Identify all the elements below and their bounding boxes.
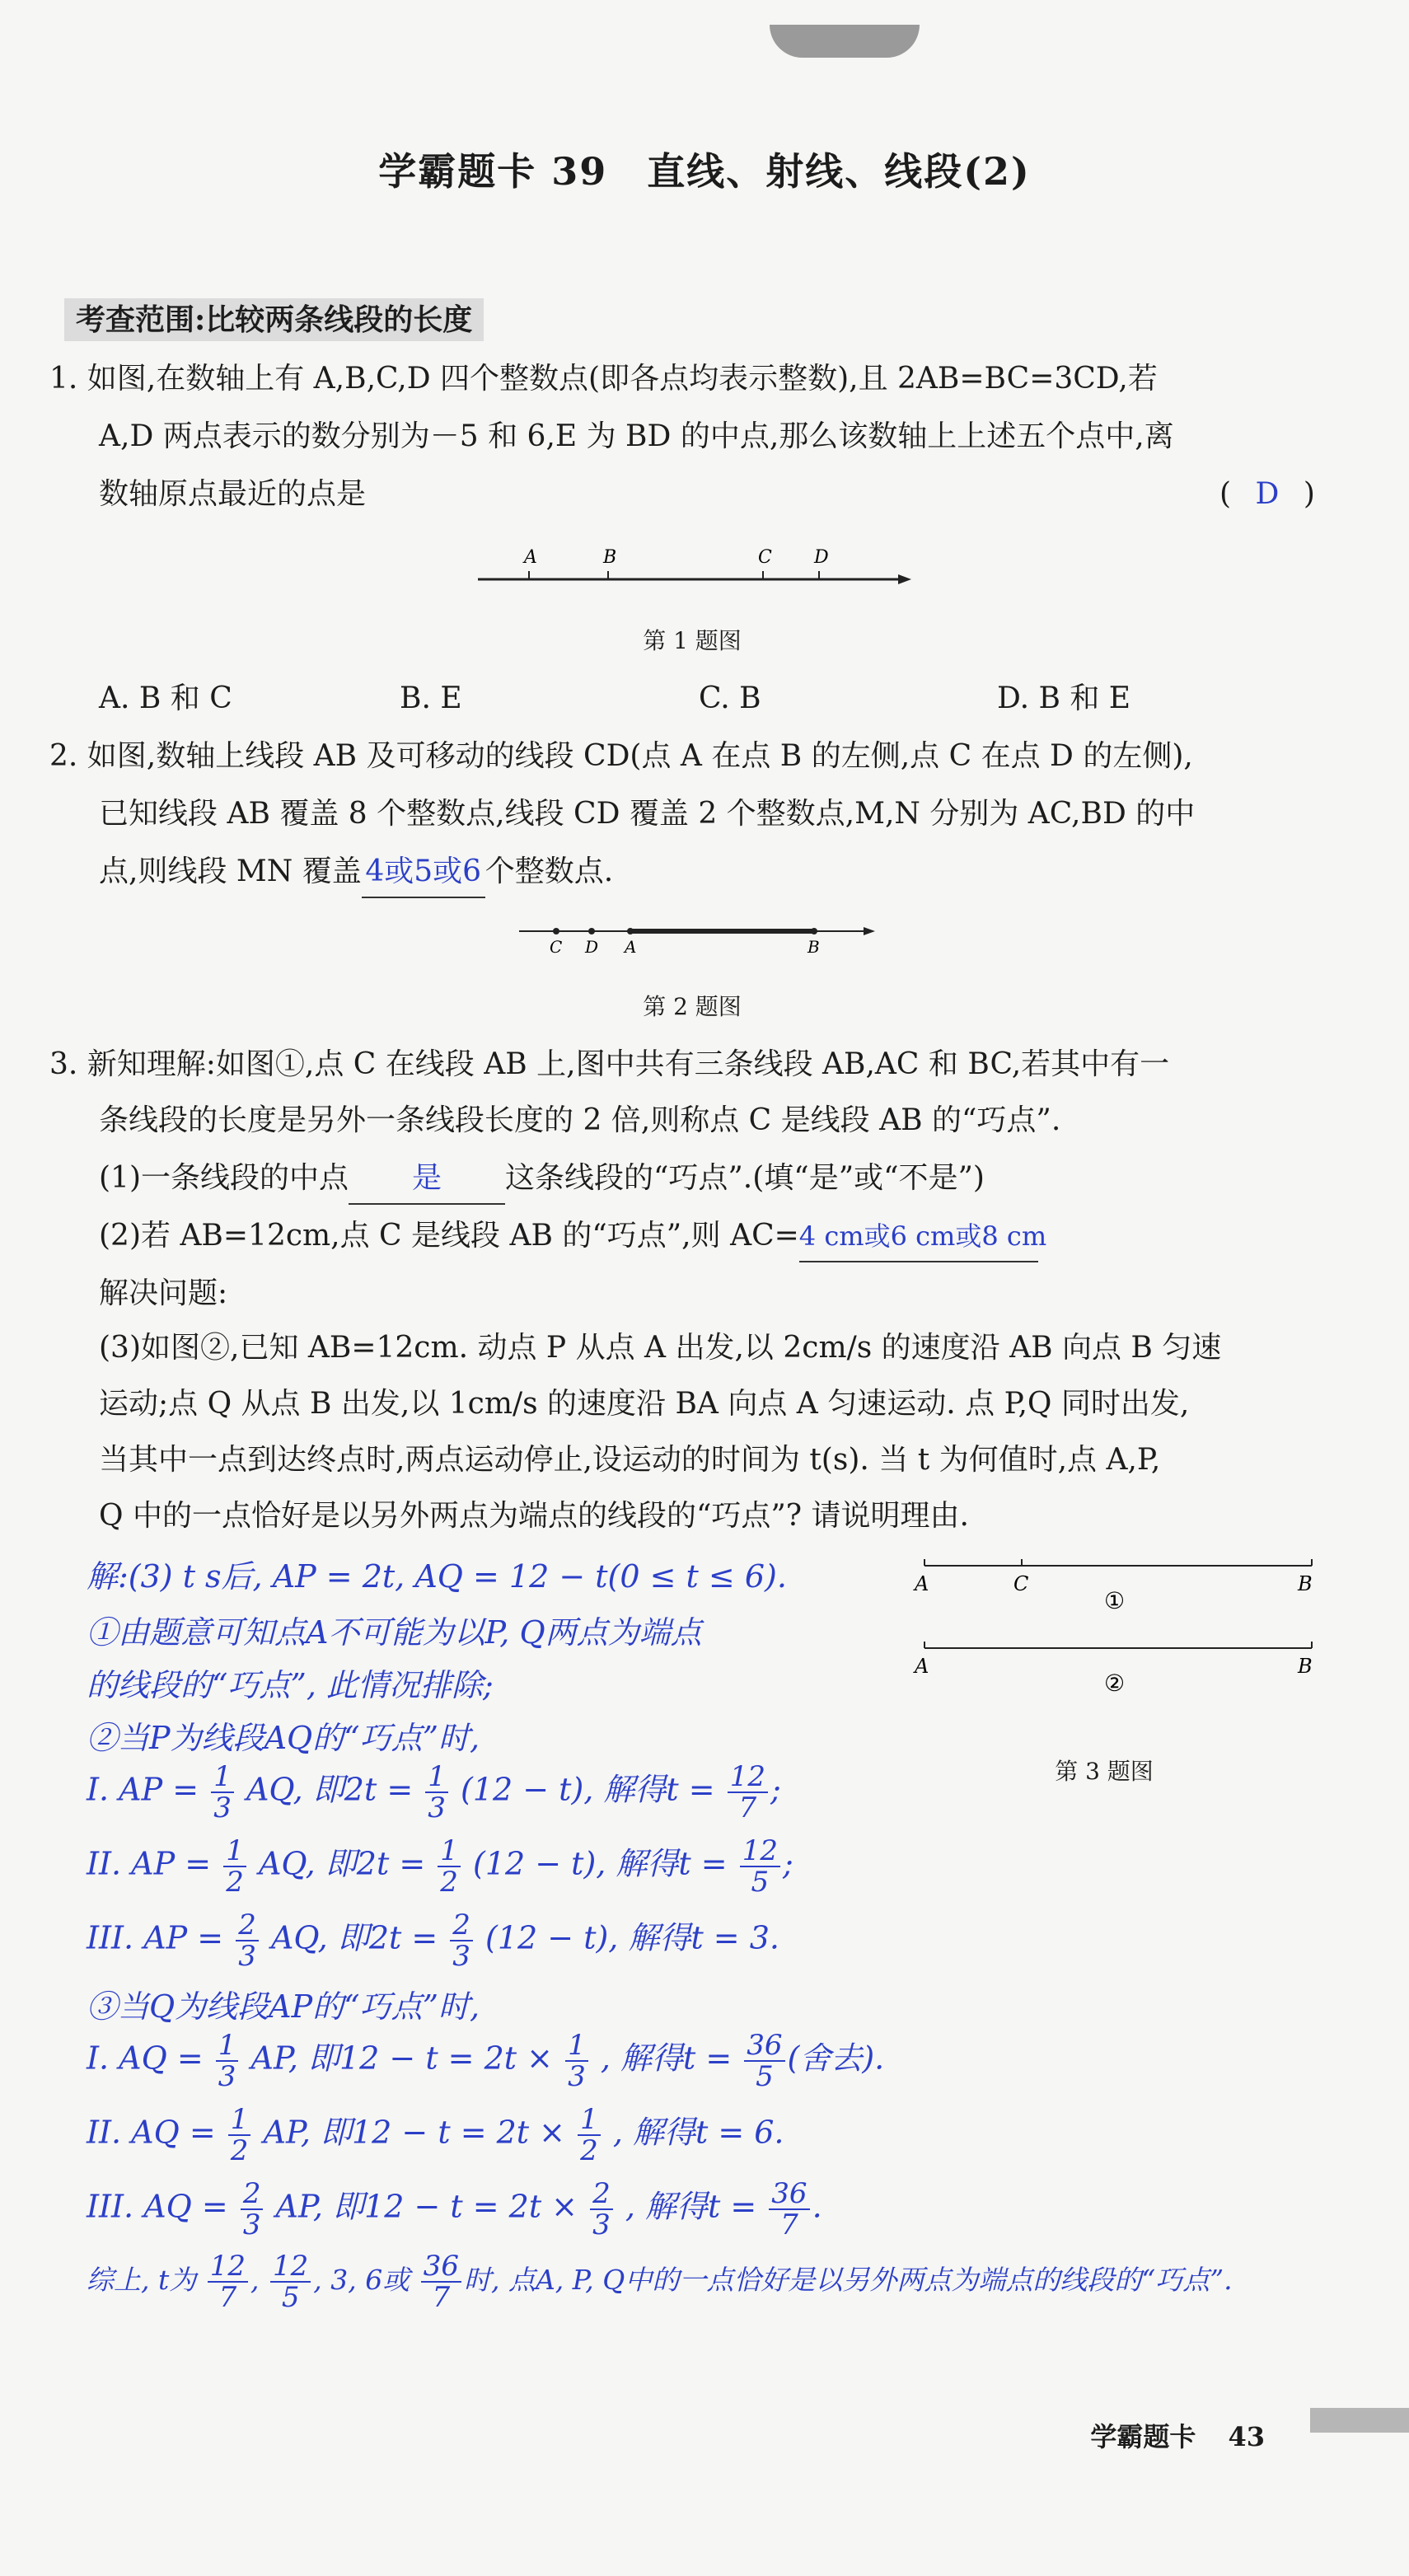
solution-conclusion: 综上, t为 $\frac{12}{7}$ , $\frac{12}{5}$ , 3, 6或 $\frac{36}{7}$ 时, 点A, P, Q中的一点恰好是以另外两点为端点的线段的“巧点”. — [87, 2250, 1233, 2314]
q3-part2-answer: 4 cm或6 cm或8 cm — [799, 1211, 1038, 1262]
q3-fig2-marker: ② — [1104, 1670, 1126, 1697]
q2-label-a: A — [625, 937, 637, 956]
q1-label-b: B — [603, 547, 617, 568]
q1-label-c: C — [758, 547, 772, 568]
solution-line4: ②当P为线段AQ的“巧点”时, — [87, 1720, 480, 1756]
q1-line2: A,D 两点表示的数分别为－5 和 6,E 为 BD 的中点,那么该数轴上上述五个点中,离 — [99, 419, 1174, 453]
page-footer — [1090, 2416, 1265, 2454]
q2-label-b: B — [807, 937, 820, 956]
q3-part3-line4: Q 中的一点恰好是以另外两点为端点的线段的“巧点”? 请说明理由. — [99, 1499, 969, 1533]
solution-line3: 的线段的“巧点”, 此情况排除; — [87, 1667, 494, 1703]
q3-part1: (1)一条线段的中点 是 这条线段的“巧点”.(填“是”或“不是”) — [99, 1154, 985, 1205]
q1-option-b: B. E — [400, 681, 462, 715]
q1-answer-bracket: ( D ) — [1219, 477, 1315, 511]
footer-label: 学霸题卡 — [1090, 2421, 1196, 2452]
q2-point-a — [627, 928, 634, 934]
q1-line3: 数轴原点最近的点是 — [99, 477, 367, 511]
page-number: 43 — [1228, 2421, 1265, 2452]
q1-label-d: D — [814, 547, 829, 568]
q1-caption: 第 1 题图 — [643, 627, 742, 654]
q2-line2: 已知线段 AB 覆盖 8 个整数点,线段 CD 覆盖 2 个整数点,M,N 分别为 AC,BD 的中 — [99, 797, 1196, 831]
q1-answer: D — [1255, 477, 1280, 511]
q3-fig1-label-c: C — [1013, 1572, 1029, 1595]
solution-case-q1: I. AQ = $\frac{1}{3}$ AP, 即12 − t = 2t × $\frac{1}{3}$ , 解得t = $\frac{36}{5}$ (舍去). — [87, 2029, 885, 2093]
q2-caption: 第 2 题图 — [643, 993, 742, 1020]
q2-label-d: D — [585, 937, 599, 956]
q3-fig1-marker: ① — [1104, 1587, 1126, 1614]
q3-line2: 条线段的长度是另外一条线段长度的 2 倍,则称点 C 是线段 AB 的“巧点”. — [99, 1103, 1061, 1137]
solution-case-q2: II. AQ = $\frac{1}{2}$ AP, 即12 − t = 2t × $\frac{1}{2}$ , 解得t = 6. — [87, 2103, 784, 2167]
q3-part3-line1: (3)如图②,已知 AB=12cm. 动点 P 从点 A 出发,以 2cm/s 的速度沿 AB 向点 B 匀速 — [99, 1331, 1222, 1365]
q3-fig1-label-a: A — [915, 1572, 929, 1595]
solution-case-p1: I. AP = $\frac{1}{3}$ AQ, 即2t = $\frac{1}{3}$ (12 − t), 解得t = $\frac{12}{7}$ ; — [87, 1760, 781, 1824]
q2-point-b — [811, 928, 817, 934]
q1-option-a: A. B 和 C — [99, 681, 232, 715]
q3-figure — [906, 1549, 1335, 1722]
q3-caption: 第 3 题图 — [1055, 1758, 1154, 1785]
solution-line5: ③当Q为线段AP的“巧点”时, — [87, 1988, 480, 2025]
q2-line1: 2. 如图,数轴上线段 AB 及可移动的线段 CD(点 A 在点 B 的左侧,点 C 在点 D 的左侧), — [49, 739, 1193, 773]
q2-number-line — [511, 915, 882, 956]
solution-case-p2: II. AP = $\frac{1}{2}$ AQ, 即2t = $\frac{1}{2}$ (12 − t), 解得t = $\frac{12}{5}$ ; — [87, 1834, 793, 1899]
q3-solve-heading: 解决问题: — [99, 1276, 228, 1310]
q1-option-d: D. B 和 E — [997, 681, 1131, 715]
q3-part2: (2)若 AB=12cm,点 C 是线段 AB 的“巧点”,则 AC=4 cm或6 cm或8 cm — [99, 1211, 1038, 1262]
q1-option-c: C. B — [699, 681, 761, 715]
solution-case-q3: III. AQ = $\frac{2}{3}$ AP, 即12 − t = 2t × $\frac{2}{3}$ , 解得t = $\frac{36}{7}$ . — [87, 2177, 822, 2241]
q1-line1: 1. 如图,在数轴上有 A,B,C,D 四个整数点(即各点均表示整数),且 2AB=BC=3CD,若 — [49, 362, 1158, 396]
q2-answer: 4或5或6 — [362, 847, 485, 898]
q2-line3: 点,则线段 MN 覆盖 4或5或6 个整数点. — [99, 847, 613, 898]
q3-fig2-label-a: A — [915, 1655, 929, 1678]
solution-line1: 解:(3) t s后, AP = 2t, AQ = 12 − t(0 ≤ t ≤ 6). — [87, 1558, 787, 1595]
solution-case-p3: III. AP = $\frac{2}{3}$ AQ, 即2t = $\frac{2}{3}$ (12 − t), 解得t = 3. — [87, 1909, 779, 1973]
q3-fig1-label-b: B — [1298, 1572, 1313, 1595]
section-heading: 考查范围:比较两条线段的长度 — [64, 298, 484, 341]
q2-point-d — [588, 928, 595, 934]
q3-part3-line3: 当其中一点到达终点时,两点运动停止,设运动的时间为 t(s). 当 t 为何值时,点 A,P, — [99, 1443, 1161, 1477]
q1-label-a: A — [524, 547, 537, 568]
q3-part3-line2: 运动;点 Q 从点 B 出发,以 1cm/s 的速度沿 BA 向点 A 匀速运动. 点 P,Q 同时出发, — [99, 1387, 1190, 1421]
q3-part1-answer: 是 — [349, 1154, 505, 1205]
footer-bar — [1310, 2408, 1409, 2433]
q2-point-c — [553, 928, 559, 934]
page-title: 学霸题卡 39 直线、射线、线段(2) — [378, 149, 1031, 194]
q3-line1: 3. 新知理解:如图①,点 C 在线段 AB 上,图中共有三条线段 AB,AC 和 BC,若其中有一 — [49, 1047, 1170, 1081]
q2-label-c: C — [550, 937, 563, 956]
solution-line2: ①由题意可知点A不可能为以P, Q两点为端点 — [87, 1614, 702, 1651]
q3-fig2-label-b: B — [1298, 1655, 1313, 1678]
page-tab — [770, 25, 920, 58]
q1-number-line — [470, 540, 915, 589]
